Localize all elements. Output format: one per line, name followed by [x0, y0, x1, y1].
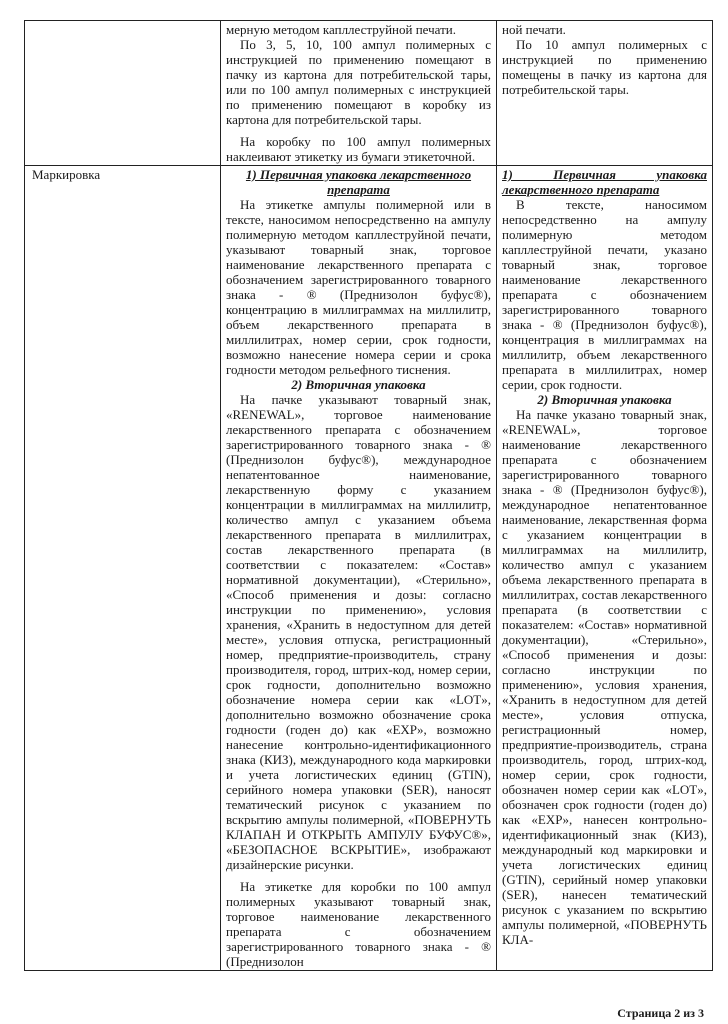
- paragraph: На этикетке для коробки по 100 ампул полимерных указывают товарный знак, торговое наименование лекарственного препарата с обозначением зарегистрированного товарного знака - ® (Преднизолон: [226, 879, 491, 969]
- page-number: Страница 2 из 3: [617, 1006, 704, 1020]
- paragraph: На коробку по 100 ампул полимерных наклеивают этикетку из бумаги этикеточной.: [226, 134, 491, 164]
- marking-row: [25, 166, 713, 971]
- paragraph: По 3, 5, 10, 100 ампул полимерных с инструкцией по применению помещают в пачку из картона для потребительской тары, или по 100 ампул полимерных с инструкцией по применению помещают в коробку из картона для потребительской тары.: [226, 37, 491, 127]
- paragraph: В тексте, наносимом непосредственно на ампулу полимерную методом капллеструйной печати, указано товарный знак, торговое наименование лекарственного препарата с обозначением зарегистрированного товарного знака - ® (Преднизолон буфус®), концентрация в миллиграммах на миллилитр, объем лекарственного препарата в миллилитрах, номер серии, срок годности.: [502, 197, 707, 392]
- section-heading: 1) Первичная упаковка лекарственного препарата: [502, 167, 707, 197]
- paragraph: мерную методом капллеструйной печати.: [226, 22, 456, 37]
- packaging-row: [25, 21, 713, 166]
- document-table: [24, 20, 713, 971]
- paragraph: На пачке указано товарный знак, «RENEWAL», торговое наименование лекарственного препарата с обозначением зарегистрированного товарного знака - ® (Преднизолон буфус®), международное непатентованное наименование, лекарственная форма с указанием концентрации в миллиграммах на миллилитр, количество ампул с указанием объема лекарственного препарата в миллилитрах, состав лекарственного препарата (в соответствии с показателем: «Состав» нормативной документации), «Стерильно», «Способ применения и дозы: согласно инструкции по применению», условия хранения, «Хранить в недоступном для детей месте», условия отпуска, регистрационный номер, предприятие-производитель, страна производитель, город, штрих-код, номер серии, срок годности, обозначен номер серии как «LOT», обозначен срок годности (годен до) как «EXP», нанесен контрольно-идентификационный знак (КИЗ), международный код маркировки и учета логистических единиц (GTIN), серийный номер упаковки (SER), нанесен тематический рисунок с указанием по вскрытию ампулы полимерной, «ПОВЕРНУТЬ КЛА-: [502, 407, 707, 947]
- row-label-marking: Маркировка: [25, 166, 221, 971]
- packaging-current-cell: [497, 21, 713, 166]
- section-heading: 1) Первичная упаковка лекарственного препарата: [245, 167, 472, 197]
- paragraph: По 10 ампул полимерных с инструкцией по применению помещены в пачку из картона для потребительской тары.: [502, 37, 707, 97]
- paragraph: На этикетке ампулы полимерной или в тексте, наносимом непосредственно на ампулу полимерную методом капллеструйной печати, указывают товарный знак, торговое наименование лекарственного препарата с обозначением зарегистрированного товарного знака - ® (Преднизолон буфус®), концентрацию в миллиграммах на миллилитр, объем лекарственного препарата в миллилитрах, номер серии, срок годности, возможно нанесение номера серии и срока годности методом рельефного тиснения.: [226, 197, 491, 377]
- section-heading: 2) Вторичная упаковка: [291, 377, 426, 392]
- paragraph: На пачке указывают товарный знак, «RENEWAL», торговое наименование лекарственного препарата с обозначением зарегистрированного товарного знака - ® (Преднизолон буфус®), международное непатентованное наименование, лекарственную форму с указанием концентрации в миллиграммах на миллилитр, количество ампул с указанием объема лекарственного препарата в миллилитрах, состав лекарственного препарата (в соответствии с показателем: «Состав» нормативной документации), «Стерильно», «Способ применения и дозы: согласно инструкции по применению», условия хранения, «Хранить в недоступном для детей месте», условия отпуска, регистрационный номер, предприятие-производитель, страну производителя, город, штрих-код, номер серии, срок годности, дополнительно возможно обозначение номера серии как «LOT», дополнительно возможно обозначение срока годности (годен до) как «EXP», возможно нанесение контрольно-идентификационного знака (КИЗ), международного кода маркировки и учета логистических единиц (GTIN), серийного номера упаковки (SER), наносят тематический рисунок с указанием по вскрытию ампулы полимерной, «ПОВЕРНУТЬ КЛАПАН И ОТКРЫТЬ АМПУЛУ БУФУС®», «БЕЗОПАСНОЕ ВСКРЫТИЕ», изображают дизайнерские рисунки.: [226, 392, 491, 872]
- section-heading: 2) Вторичная упаковка: [537, 392, 672, 407]
- row-label-empty: [25, 21, 221, 166]
- paragraph: ной печати.: [502, 22, 566, 37]
- packaging-proposed-cell: [221, 21, 497, 166]
- marking-current-cell: [497, 166, 713, 971]
- marking-proposed-cell: [221, 166, 497, 971]
